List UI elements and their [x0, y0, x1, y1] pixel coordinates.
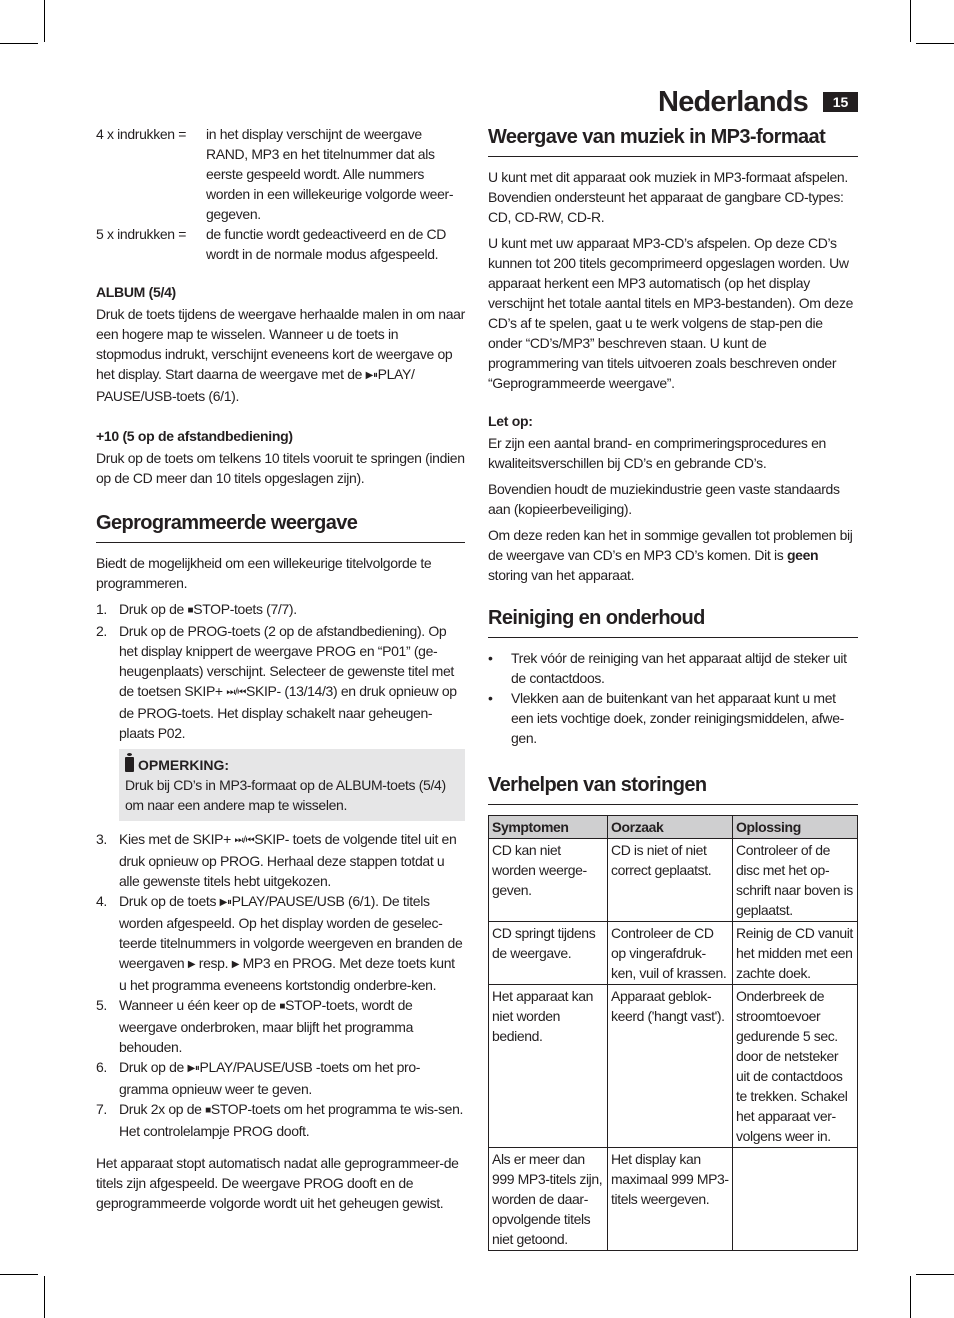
- step-number: 3.: [96, 831, 107, 847]
- step-text: Druk op de: [119, 1059, 184, 1075]
- play-pause-icon: ▶⏸: [219, 897, 232, 908]
- section-heading-troubleshooting: Verhelpen van storingen: [488, 772, 858, 805]
- crop-mark: [916, 43, 954, 44]
- note-box: [119, 749, 465, 821]
- mp3-text: Om deze reden kan het in sommige gevallen tot problemen bij de weergave van CD’s en MP3 CD’s komen. Dit is: [488, 527, 853, 563]
- emphasis-text: geen: [786, 547, 819, 563]
- step-text: MP3 en PROG. Met deze toets kunt u het programma eveneens kortstondig onderbre-ken.: [119, 955, 455, 993]
- section-heading-prog: Geprogrammeerde weergave: [96, 510, 465, 543]
- step-text: Druk 2x op de: [119, 1101, 202, 1117]
- stop-icon: ■: [279, 1001, 286, 1012]
- troubleshooting-table: [488, 815, 858, 1251]
- prog-steps-continued: [96, 829, 465, 1141]
- step-text: PLAY/PAUSE/USB -toets om het pro-gramma opnieuw weer te geven.: [119, 1059, 421, 1097]
- step-number: 5.: [96, 997, 107, 1013]
- definition-row: [96, 224, 465, 264]
- step-number: 6.: [96, 1059, 107, 1075]
- letop-heading: Let op:: [488, 413, 533, 429]
- table-header-row: [489, 816, 858, 839]
- crop-mark: [44, 1276, 45, 1318]
- step-text: Druk op de: [119, 601, 184, 617]
- crop-mark: [0, 43, 38, 44]
- definition-desc: in het display verschijnt de weergave RAND, MP3 en het titelnummer dat als eerste gespeeld wordt. Alle nummers worden in een willekeurige volgorde weer-gegeven.: [206, 126, 454, 222]
- table-cell: Onderbreek de stroomtoevoer gedurende 5 sec. door de netsteker uit de contactdoos te trekken. Schakel het apparaat ver-volgens weer in.: [733, 985, 858, 1148]
- play-icon: ▶: [231, 959, 240, 970]
- list-item: [96, 621, 465, 743]
- page-number: 15: [823, 92, 858, 112]
- page-title: Nederlands: [658, 86, 808, 118]
- step-text: resp.: [198, 955, 229, 971]
- play-pause-icon: ▶⏸: [187, 1063, 200, 1074]
- mp3-paragraph: [488, 525, 858, 585]
- prog-steps: [96, 599, 465, 743]
- section-heading-cleaning: Reiniging en onderhoud: [488, 605, 858, 638]
- definition-row: [96, 124, 465, 224]
- album-text: [96, 304, 465, 406]
- crop-mark: [0, 1274, 38, 1275]
- table-cell: Controleer de CD op vingerafdruk-ken, vuil of krassen.: [608, 922, 733, 985]
- plus10-text: Druk op de toets om telkens 10 titels vooruit te springen (indien op de CD meer dan 10 titels opgeslagen zijn).: [96, 450, 465, 486]
- table-cell: CD springt tijdens de weergave.: [489, 922, 608, 985]
- prog-outro: Het apparaat stopt automatisch nadat alle geprogrammeer-de titels zijn afgespeeld. De weergave PROG dooft en de geprogrammeerde volgorde wordt uit het geheugen gewist.: [96, 1155, 459, 1211]
- table-row: [489, 1148, 858, 1251]
- step-number: 2.: [96, 623, 107, 639]
- note-title: OPMERKING:: [138, 757, 229, 773]
- note-text: Druk bij CD’s in MP3-formaat op de ALBUM-toets (5/4) om naar een andere map te wisselen.: [125, 777, 446, 813]
- play-icon: ▶: [187, 959, 196, 970]
- step-text: STOP-toets, wordt de weergave onderbroken, maar blijft het programma behouden.: [119, 997, 414, 1055]
- play-pause-icon: ▶⏸: [365, 370, 378, 381]
- skip-icon: ⏭/⏮: [226, 687, 247, 698]
- plus10-heading: +10 (5 op de afstandbediening): [96, 428, 293, 444]
- definition-desc: de functie wordt gedeactiveerd en de CD wordt in de normale modus afgespeeld.: [206, 226, 447, 262]
- step-text: STOP-toets (7/7).: [193, 601, 297, 617]
- table-cell: CD kan niet worden weerge-geven.: [489, 839, 608, 922]
- column-header: Oorzaak: [608, 816, 733, 839]
- table-row: [489, 922, 858, 985]
- table-cell: Apparaat geblok-keerd ('hangt vast').: [608, 985, 733, 1148]
- table-cell: Als er meer dan 999 MP3-titels zijn, worden de daar-opvolgende titels niet getoond.: [489, 1148, 608, 1251]
- bullet-text: Trek vóór de reiniging van het apparaat altijd de steker uit de contactdoos.: [511, 650, 847, 686]
- step-number: 4.: [96, 893, 107, 909]
- step-text: Druk op de toets: [119, 893, 217, 909]
- list-item: [96, 995, 465, 1057]
- mp3-paragraph: Bovendien houdt de muziekindustrie geen vaste standaards aan (kopieerbeveiliging).: [488, 481, 840, 517]
- step-text: PLAY/PAUSE/USB (6/1). De titels worden afgespeeld. Op het display worden de geselec-teerde titelnummers in volgorde weergeven en branden de weergaven: [119, 893, 463, 971]
- list-item: [96, 1099, 465, 1141]
- step-text: Druk op de PROG-toets (2 op de afstandbediening). Op het display knippert de weergave PROG en “P01” (ge-heugenplaats) verschijnt. Selecteer de gewenste titel met de toetsen SKIP+: [119, 623, 454, 699]
- column-header: Oplossing: [733, 816, 858, 839]
- step-number: 7.: [96, 1101, 107, 1117]
- step-text: Kies met de SKIP+: [119, 831, 231, 847]
- table-cell: Het apparaat kan niet worden bediend.: [489, 985, 608, 1148]
- definition-term: 5 x indrukken =: [96, 226, 187, 242]
- bullet: •: [488, 690, 493, 706]
- mp3-paragraph: Er zijn een aantal brand- en comprimeringsprocedures en kwaliteitsverschillen bij CD’s en gebrande CD’s.: [488, 435, 826, 471]
- mp3-paragraph: U kunt met dit apparaat ook muziek in MP3-formaat afspelen. Bovendien ondersteunt het apparaat de gangbare CD-types: CD, CD-RW, CD-R.: [488, 169, 848, 225]
- table-row: [489, 839, 858, 922]
- prog-intro: Biedt de mogelijkheid om een willekeurige titelvolgorde te programmeren.: [96, 555, 432, 591]
- column-header: Symptomen: [489, 816, 608, 839]
- step-text: SKIP- toets de volgende titel uit en druk opnieuw op PROG. Herhaal deze stappen totdat u alle gewenste titels hebt uitgekozen.: [119, 831, 457, 889]
- table-cell: Controleer of de disc met het op-schrift naar boven is geplaatst.: [733, 839, 858, 922]
- table-cell: CD is niet of niet correct geplaatst.: [608, 839, 733, 922]
- table-cell: Reinig de CD vanuit het midden met een zachte doek.: [733, 922, 858, 985]
- list-item: [96, 829, 465, 891]
- stop-icon: ■: [205, 1105, 211, 1116]
- list-item: [96, 891, 465, 995]
- step-text: SKIP- (13/14/3) en druk opnieuw op de PROG-toets. Het display schakelt naar geheugen-plaats P02.: [119, 683, 457, 741]
- crop-mark: [44, 0, 45, 42]
- stop-icon: ■: [187, 605, 194, 616]
- right-column: [488, 124, 858, 1251]
- section-heading-mp3: Weergave van muziek in MP3-formaat: [488, 124, 858, 157]
- album-heading: ALBUM (5/4): [96, 284, 176, 300]
- mp3-text: storing van het apparaat.: [488, 567, 635, 583]
- table-cell: [733, 1148, 858, 1251]
- skip-icon: ⏭/⏮: [234, 835, 255, 846]
- list-item: [96, 1057, 465, 1099]
- crop-mark: [910, 0, 911, 42]
- crop-mark: [916, 1274, 954, 1275]
- table-cell: Het display kan maximaal 999 MP3-titels weergeven.: [608, 1148, 733, 1251]
- shuffle-definitions: [96, 124, 465, 264]
- list-item: [488, 688, 858, 748]
- bullet-text: Vlekken aan de buitenkant van het apparaat kunt u met een iets vochtige doek, zonder reinigingsmiddelen, afwe-gen.: [511, 690, 844, 746]
- list-item: [96, 599, 465, 621]
- left-column: [96, 124, 465, 1219]
- step-number: 1.: [96, 601, 107, 617]
- album-text-b: PLAY/ PAUSE/USB-toets (6/1).: [96, 366, 415, 404]
- bullet: •: [488, 650, 493, 666]
- crop-mark: [910, 1276, 911, 1318]
- table-row: [489, 985, 858, 1148]
- list-item: [488, 648, 858, 688]
- step-text: STOP-toets om het programma te wis-sen. Het controlelampje PROG dooft.: [119, 1101, 464, 1139]
- cleaning-list: [488, 648, 858, 748]
- definition-term: 4 x indrukken =: [96, 126, 187, 142]
- mp3-paragraph: U kunt met uw apparaat MP3-CD’s afspelen. Op deze CD’s kunnen tot 200 titels gecomprimeerd opgeslagen worden. Uw apparaat herkent een MP3 automatisch (op het display verschijnt het totale aantal titels en MP3-bestanden). Om deze CD’s af te spelen, gaat u te werk volgens de stap-pen die onder “CD’s/MP3” beschreven staan. U kunt de programmering van titels uitvoeren zoals beschreven onder “Geprogrammeerde weergave”.: [488, 235, 854, 391]
- info-icon: [125, 757, 134, 772]
- album-text-a: Druk de toets tijdens de weergave herhaalde malen in om naar een hogere map te wisselen. Wanneer u de toets in stopmodus indrukt, verschijnt eveneens kort de weergave op het display. Start daarna de weergave met de: [96, 306, 465, 382]
- step-text: Wanneer u één keer op de: [119, 997, 276, 1013]
